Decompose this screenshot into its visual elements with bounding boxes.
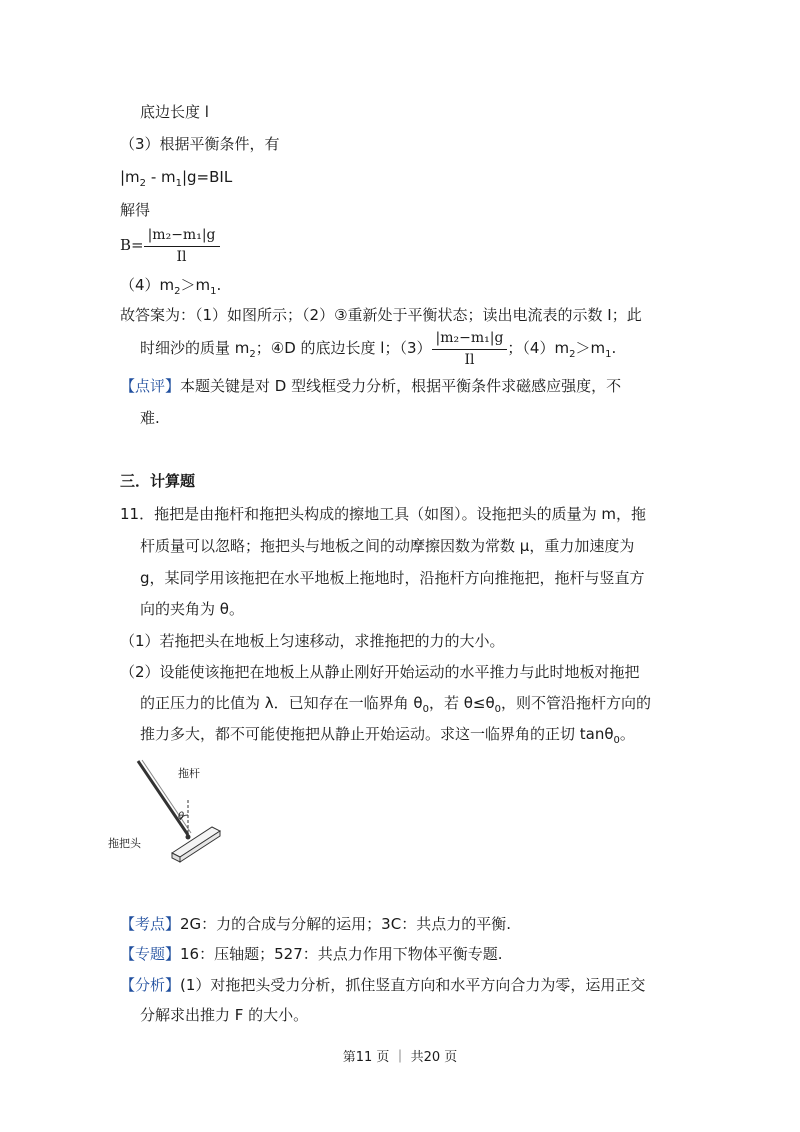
zhuanti-line: 【专题】16：压轴题；527：共点力作用下物体平衡专题. <box>120 945 503 963</box>
fenxi-line-1: 【分析】(1）对拖把头受力分析，抓住竖直方向和水平方向合力为零，运用正交 <box>120 976 646 994</box>
problem-part-2a: （2）设能使该拖把在地板上从静止刚好开始运动的水平推力与此时地板对拖把 <box>120 663 640 681</box>
solution-line-4: 解得 <box>120 201 151 219</box>
problem-part-1: （1）若拖把头在地板上匀速移动，求推拖把的力的大小。 <box>120 632 505 650</box>
fenxi-line-2: 分解求出推力 F 的大小。 <box>140 1006 309 1024</box>
mop-figure <box>100 755 240 875</box>
mop-head-top <box>172 827 220 857</box>
solution-line-2: （3）根据平衡条件，有 <box>120 135 280 153</box>
kaodian-line: 【考点】2G：力的合成与分解的运用；3C：共点力的平衡. <box>120 915 511 933</box>
fraction-equation: B= $\frac{\text{|m₂−m₁|g}}{Il}$ <box>120 225 220 266</box>
problem-line-4: 向的夹角为 θ。 <box>140 600 244 618</box>
problem-part-2b: 的正压力的比值为 λ．已知存在一临界角 $\theta_0$，若 $\theta\le\theta_0$，则不管沿拖杆方向的 <box>140 694 652 715</box>
problem-line-3: g，某同学用该拖把在水平地板上拖地时，沿拖杆方向推拖把，拖杆与竖直方 <box>140 569 645 587</box>
review-line-2: 难. <box>140 409 160 427</box>
answer-line-1: 故答案为：（1）如图所示；（2）③重新处于平衡状态；读出电流表的示数 I；此 <box>120 306 642 324</box>
label-head: 拖把头 <box>108 837 141 850</box>
problem-line-2: 杆质量可以忽略；拖把头与地板之间的动摩擦因数为常数 μ，重力加速度为 <box>140 537 635 555</box>
section-title: 三．计算题 <box>120 472 196 490</box>
solution-line-1: 底边长度 l <box>140 103 209 121</box>
problem-part-2c: 推力多大，都不可能使拖把从静止开始运动。求这一临界角的正切 tanθ$_0$。 <box>140 725 635 746</box>
problem-line-1: 11．拖把是由拖杆和拖把头构成的擦地工具（如图）。设拖把头的质量为 m，拖 <box>120 505 646 523</box>
label-rod: 拖杆 <box>178 767 200 780</box>
answer-line-2: 时细沙的质量 $m_2$；④D 的底边长度 l；（3） $\frac{\text{|m₂−m₁|g}}{Il}$ ；$(4)m_2>m_1$. <box>140 329 617 368</box>
pivot-joint <box>186 835 191 840</box>
fraction-answer: $\frac{\text{|m₂−m₁|g}}{Il}$ <box>432 329 508 369</box>
equation-line: $|m_2 - m_1|g=BIL$ <box>120 168 233 189</box>
solution-line-6: $(4)m_2>m_1$. <box>120 276 222 297</box>
page-footer: 第11 页 ｜ 共20 页 <box>342 1050 458 1065</box>
label-angle: θ <box>178 811 185 822</box>
fraction-b: $\frac{\text{|m₂−m₁|g}}{Il}$ <box>144 226 220 266</box>
review-line-1: 【点评】本题关键是对 D 型线框受力分析，根据平衡条件求磁感应强度，不 <box>120 377 622 395</box>
